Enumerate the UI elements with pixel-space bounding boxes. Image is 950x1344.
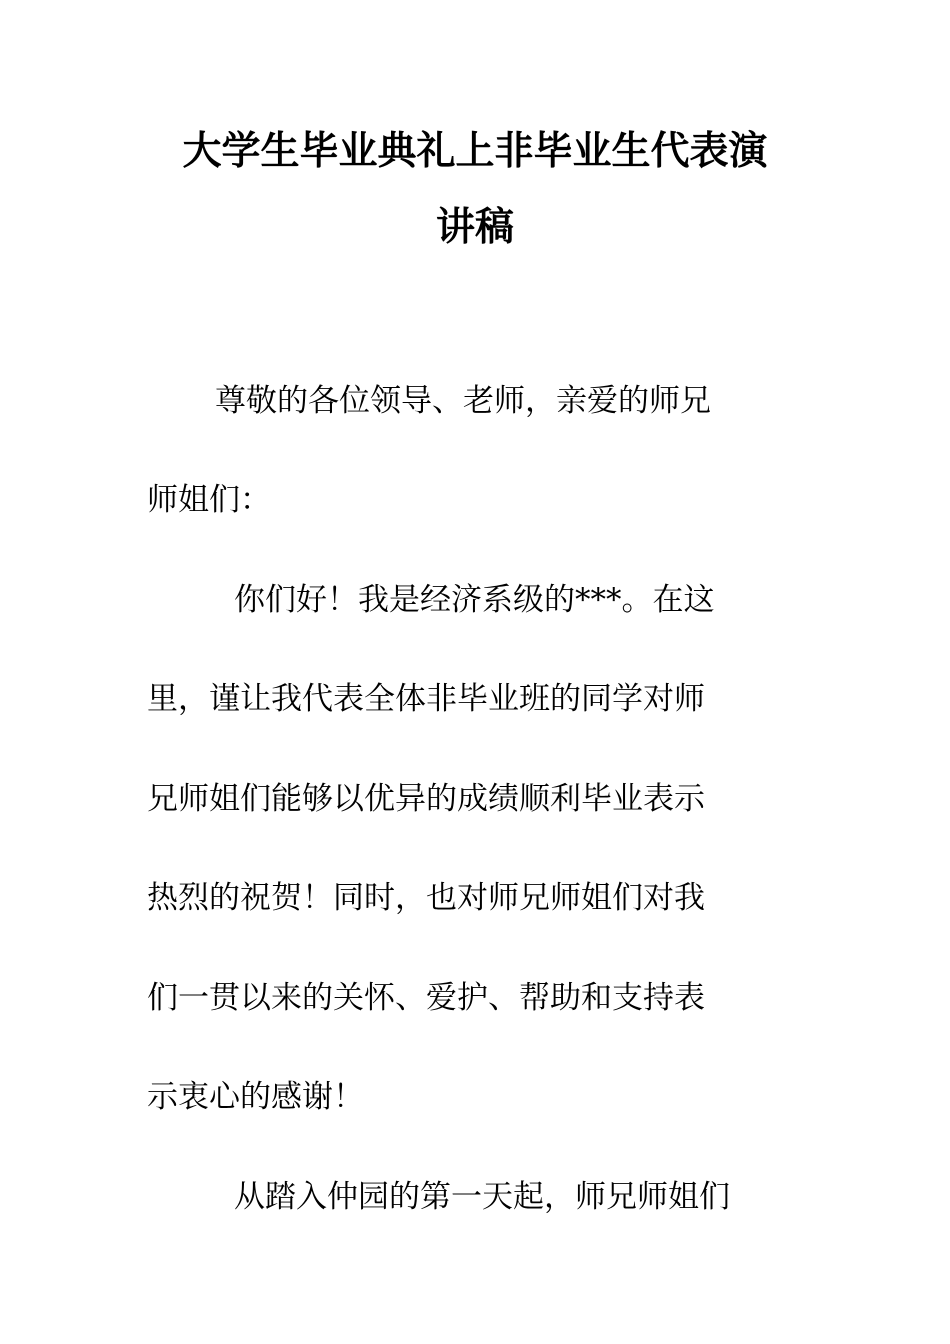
body-line-8: 示衷心的感谢！ <box>147 1079 364 1115</box>
body-line-3: 你们好！我是经济系级的***。在这 <box>234 582 715 618</box>
body-line-7: 们一贯以来的关怀、爱护、帮助和支持表 <box>147 980 705 1016</box>
body-line-1: 尊敬的各位领导、老师，亲爱的师兄 <box>215 383 711 419</box>
body-line-2: 师姐们： <box>147 482 271 518</box>
body-line-4: 里，谨让我代表全体非毕业班的同学对师 <box>147 681 705 717</box>
document-title-line-1: 大学生毕业典礼上非毕业生代表演 <box>182 129 768 174</box>
body-line-5: 兄师姐们能够以优异的成绩顺利毕业表示 <box>147 781 705 817</box>
document-title-line-2: 讲稿 <box>435 205 514 250</box>
body-line-9: 从踏入仲园的第一天起，师兄师姐们 <box>234 1179 730 1215</box>
body-line-6: 热烈的祝贺！同时，也对师兄师姐们对我 <box>147 880 705 916</box>
